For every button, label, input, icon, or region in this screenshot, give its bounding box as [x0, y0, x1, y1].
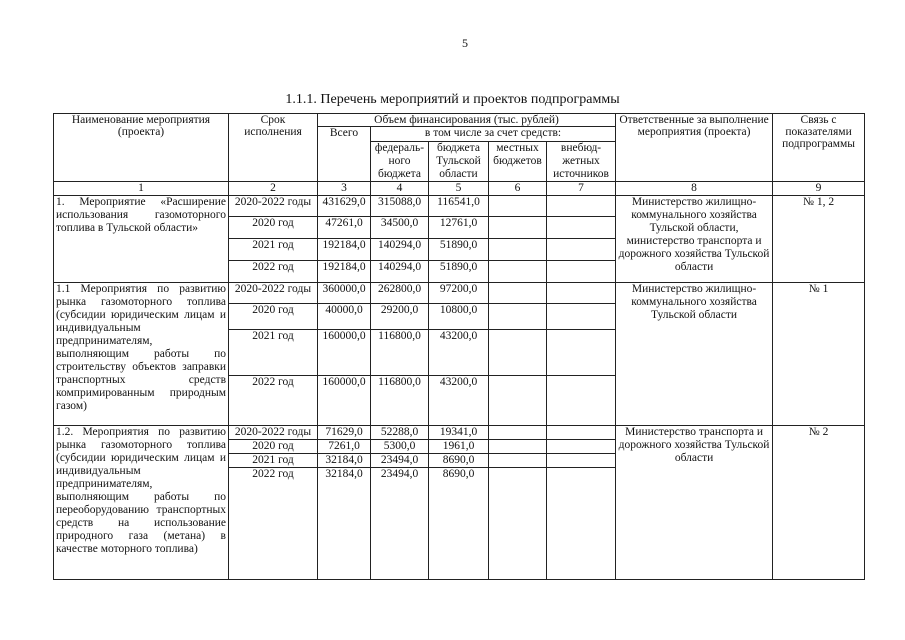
column-number: 9 [773, 182, 865, 196]
regional-cell: 1961,0 [429, 440, 489, 454]
header-offbudget: внебюд-жетных источников [547, 142, 616, 182]
federal-cell: 262800,0 [371, 283, 429, 304]
header-responsible: Ответственные за выполнение мероприятия (проекта) [616, 114, 773, 182]
total-cell: 32184,0 [318, 454, 371, 468]
offbudget-cell [547, 426, 616, 440]
federal-cell: 116800,0 [371, 330, 429, 376]
regional-cell: 116541,0 [429, 196, 489, 217]
responsible-cell: Министерство транспорта и дорожного хозяйства Тульской области [616, 426, 773, 580]
period-cell: 2020-2022 годы [229, 426, 318, 440]
header-link: Связь с показателями подпрограммы [773, 114, 865, 182]
federal-cell: 315088,0 [371, 196, 429, 217]
total-cell: 40000,0 [318, 304, 371, 330]
period-cell: 2021 год [229, 330, 318, 376]
local-cell [489, 426, 547, 440]
regional-cell: 19341,0 [429, 426, 489, 440]
header-name: Наименование мероприятия (проекта) [54, 114, 229, 182]
total-cell: 71629,0 [318, 426, 371, 440]
column-number: 1 [54, 182, 229, 196]
period-cell: 2020-2022 годы [229, 283, 318, 304]
document-title: 1.1.1. Перечень мероприятий и проектов подпрограммы [285, 92, 620, 107]
offbudget-cell [547, 330, 616, 376]
header-funding: Объем финансирования (тыс. рублей) [318, 114, 616, 127]
column-number: 8 [616, 182, 773, 196]
period-cell: 2020 год [229, 304, 318, 330]
table-row [54, 426, 865, 440]
total-cell: 192184,0 [318, 239, 371, 261]
total-cell: 7261,0 [318, 440, 371, 454]
total-cell: 192184,0 [318, 261, 371, 283]
federal-cell: 116800,0 [371, 376, 429, 426]
offbudget-cell [547, 261, 616, 283]
total-cell: 160000,0 [318, 376, 371, 426]
offbudget-cell [547, 454, 616, 468]
table-row [54, 196, 865, 217]
period-cell: 2020-2022 годы [229, 196, 318, 217]
local-cell [489, 376, 547, 426]
federal-cell: 5300,0 [371, 440, 429, 454]
column-number: 3 [318, 182, 371, 196]
link-cell: № 2 [773, 426, 865, 580]
total-cell: 32184,0 [318, 468, 371, 580]
header-period: Срок исполнения [229, 114, 318, 182]
offbudget-cell [547, 304, 616, 330]
period-cell: 2022 год [229, 468, 318, 580]
link-cell: № 1, 2 [773, 196, 865, 283]
link-cell: № 1 [773, 283, 865, 426]
total-cell: 431629,0 [318, 196, 371, 217]
federal-cell: 23494,0 [371, 454, 429, 468]
federal-cell: 140294,0 [371, 261, 429, 283]
column-number: 7 [547, 182, 616, 196]
offbudget-cell [547, 239, 616, 261]
total-cell: 47261,0 [318, 217, 371, 239]
offbudget-cell [547, 440, 616, 454]
offbudget-cell [547, 283, 616, 304]
column-number: 4 [371, 182, 429, 196]
activity-name: 1. Мероприятие «Расширение использования газомоторного топлива в Тульской области» [54, 196, 229, 283]
column-number: 6 [489, 182, 547, 196]
offbudget-cell [547, 217, 616, 239]
local-cell [489, 468, 547, 580]
responsible-cell: Министерство жилищно-коммунального хозяйства Тульской области [616, 283, 773, 426]
period-cell: 2020 год [229, 440, 318, 454]
activities-table [53, 113, 865, 580]
header-local: местных бюджетов [489, 142, 547, 182]
federal-cell: 52288,0 [371, 426, 429, 440]
column-number: 2 [229, 182, 318, 196]
local-cell [489, 283, 547, 304]
regional-cell: 51890,0 [429, 261, 489, 283]
header-total: Всего [318, 127, 371, 182]
local-cell [489, 440, 547, 454]
regional-cell: 8690,0 [429, 468, 489, 580]
table-row [54, 283, 865, 304]
local-cell [489, 196, 547, 217]
header-regional: бюджета Тульской области [429, 142, 489, 182]
period-cell: 2021 год [229, 239, 318, 261]
header-federal: федераль-ного бюджета [371, 142, 429, 182]
total-cell: 360000,0 [318, 283, 371, 304]
regional-cell: 43200,0 [429, 330, 489, 376]
regional-cell: 8690,0 [429, 454, 489, 468]
regional-cell: 12761,0 [429, 217, 489, 239]
offbudget-cell [547, 196, 616, 217]
regional-cell: 97200,0 [429, 283, 489, 304]
period-cell: 2020 год [229, 217, 318, 239]
header-including: в том числе за счет средств: [371, 127, 616, 142]
local-cell [489, 330, 547, 376]
local-cell [489, 454, 547, 468]
federal-cell: 23494,0 [371, 468, 429, 580]
local-cell [489, 217, 547, 239]
page-number: 5 [462, 36, 468, 50]
local-cell [489, 239, 547, 261]
total-cell: 160000,0 [318, 330, 371, 376]
offbudget-cell [547, 376, 616, 426]
federal-cell: 29200,0 [371, 304, 429, 330]
regional-cell: 43200,0 [429, 376, 489, 426]
period-cell: 2022 год [229, 261, 318, 283]
regional-cell: 51890,0 [429, 239, 489, 261]
column-number: 5 [429, 182, 489, 196]
activity-name: 1.2. Мероприятия по развитию рынка газомоторного топлива (субсидии юридическим лицам и индивидуальным предпринимателям, выполняющим работы по переоборудованию транспортных средств на использование природного газа (метана) в качестве моторного топлива) [54, 426, 229, 580]
offbudget-cell [547, 468, 616, 580]
local-cell [489, 261, 547, 283]
responsible-cell: Министерство жилищно-коммунального хозяйства Тульской области, министерство транспорта и дорожного хозяйства Тульской области [616, 196, 773, 283]
activity-name: 1.1 Мероприятия по развитию рынка газомоторного топлива (субсидии юридическим лицам и индивидуальным предпринимателям, выполняющим работы по строительству объектов заправки транспортных средств компримированным природным газом) [54, 283, 229, 426]
regional-cell: 10800,0 [429, 304, 489, 330]
federal-cell: 140294,0 [371, 239, 429, 261]
local-cell [489, 304, 547, 330]
period-cell: 2022 год [229, 376, 318, 426]
period-cell: 2021 год [229, 454, 318, 468]
federal-cell: 34500,0 [371, 217, 429, 239]
